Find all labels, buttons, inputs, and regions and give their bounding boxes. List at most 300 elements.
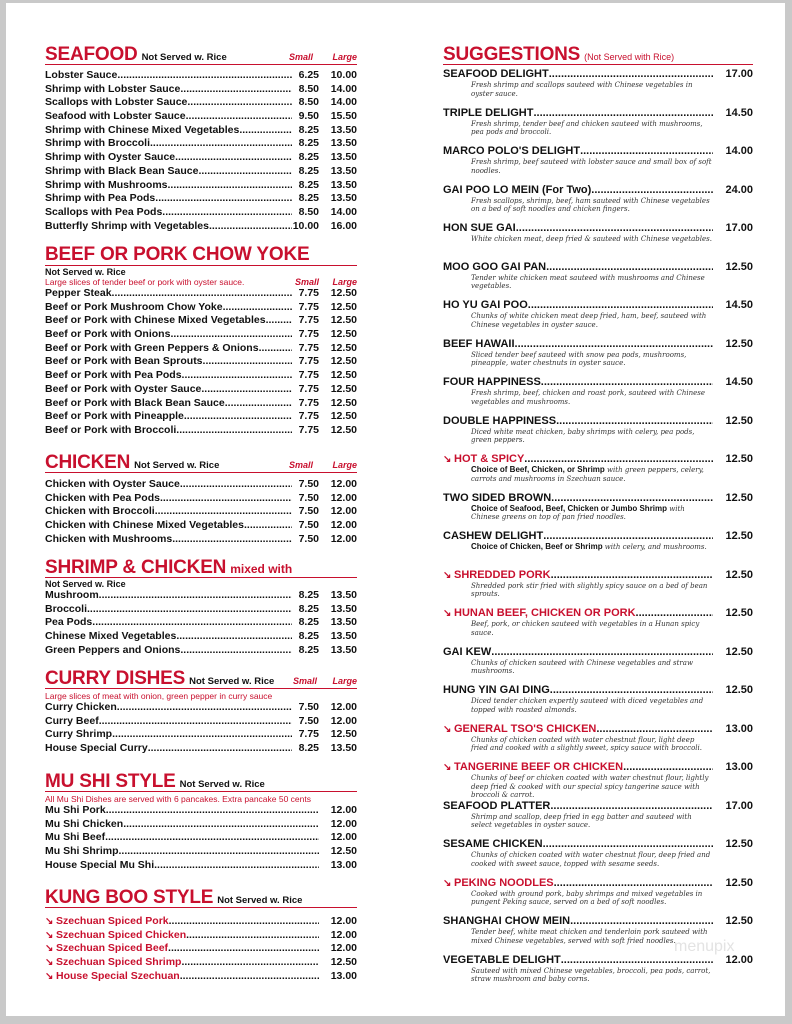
section-note: Not Served w. Rice: [217, 895, 303, 906]
leader-dots: [596, 722, 713, 736]
item-name: House Special Szechuan: [56, 969, 180, 982]
large-price: 12.50: [330, 410, 357, 423]
suggestion-price: 17.00: [725, 799, 753, 812]
description-text: Cooked with ground pork, baby shrimps and mixed vegetables in pungent Peking sauce, served on a bed of soft noodles.: [471, 889, 703, 907]
suggestion-name: TWO SIDED BROWN: [443, 491, 552, 504]
section-note: Not Served w. Rice: [141, 52, 227, 63]
large-price: 13.50: [330, 742, 357, 755]
item-name: Shrimp with Oyster Sauce: [45, 151, 176, 164]
suggestion-item: [443, 568, 753, 607]
small-price: 7.75: [298, 355, 319, 368]
suggestion-description: [443, 235, 753, 244]
suggestion-price: 12.50: [725, 915, 753, 927]
suggestion-item: [443, 260, 753, 299]
menu-item: [45, 519, 357, 533]
item-name: Chicken with Broccoli: [45, 505, 155, 518]
leader-dots: [623, 760, 713, 774]
description-text: Diced tender chicken expertly sauteed with diced vegetables and topped with roasted almonds.: [471, 697, 704, 714]
section-title: CURRY DISHES: [45, 668, 186, 689]
price: 12.00: [330, 817, 357, 830]
small-price: 7.75: [298, 423, 319, 436]
description-text: with Chinese greens on top of pan fried noodles.: [471, 504, 685, 522]
suggestion-price: 14.50: [725, 376, 753, 388]
leader-dots: [184, 410, 292, 424]
leader-dots: [203, 355, 292, 369]
description-text: with celery, and mushrooms.: [602, 543, 707, 551]
item-name: Green Peppers and Onions: [45, 643, 181, 656]
large-price: 12.50: [330, 341, 357, 354]
small-price: 8.25: [298, 643, 319, 656]
leader-dots: [551, 568, 713, 582]
small-price: 9.50: [298, 110, 319, 123]
suggestion-description: [443, 736, 753, 753]
suggestion-name: SHANGHAI CHOW MEIN: [443, 915, 571, 927]
item-name: Shrimp with Mushrooms: [45, 178, 168, 191]
item-name: Mu Shi Shrimp: [45, 845, 119, 858]
item-name: Beef or Pork with Broccoli: [45, 423, 177, 436]
suggestion-name: HUNAN BEEF, CHICKEN OR PORK: [454, 607, 636, 619]
chili-pepper-icon: ↘: [443, 569, 452, 581]
leader-dots: [117, 69, 292, 83]
large-price: 12.00: [330, 714, 357, 727]
suggestion-price: 12.50: [725, 491, 753, 504]
small-price: 8.25: [298, 123, 319, 136]
menu-item: [45, 301, 357, 315]
suggestion-description: [443, 466, 753, 483]
item-name: Szechuan Spiced Shrimp: [56, 956, 182, 969]
menu-item: [45, 701, 357, 715]
leader-dots: [533, 106, 713, 120]
chili-pepper-icon: ↘: [45, 943, 54, 955]
suggestion-price: 12.50: [725, 607, 753, 619]
large-price: 12.50: [330, 300, 357, 313]
chili-pepper-icon: ↘: [443, 762, 452, 773]
suggestion-name: TRIPLE DELIGHT: [443, 106, 534, 119]
suggestion-name: MARCO POLO'S DELIGHT: [443, 145, 581, 157]
item-name: Shrimp with Lobster Sauce: [45, 82, 181, 95]
menu-item: [45, 915, 357, 929]
menu-item: [45, 630, 357, 644]
small-price: 7.75: [298, 328, 319, 341]
chicken-section: [45, 453, 357, 546]
leader-dots: [180, 478, 292, 492]
leader-dots: [155, 192, 292, 206]
large-price: 13.50: [330, 123, 357, 136]
leader-dots: [119, 845, 320, 859]
leader-dots: [187, 96, 292, 110]
leader-dots: [239, 124, 292, 138]
large-price: 13.50: [330, 630, 357, 643]
leader-dots: [150, 137, 292, 151]
suggestion-name: SEAFOOD DELIGHT: [443, 68, 549, 80]
suggestion-item: [443, 221, 753, 260]
large-price: 13.50: [330, 602, 357, 615]
description-text: Shrimp and scallop, deep fried in egg batter and sauteed with select vegetables in oyster sauce.: [471, 812, 692, 830]
item-name: Mu Shi Beef: [45, 831, 106, 844]
suggestion-item: [443, 645, 753, 684]
small-header: Small: [288, 460, 313, 470]
small-price: 8.25: [298, 742, 319, 755]
suggestion-price: 14.00: [725, 145, 753, 157]
menu-item: [45, 478, 357, 492]
suggestion-name: VEGETABLE DELIGHT: [443, 953, 561, 966]
suggestion-item: [443, 183, 753, 222]
menu-item: [45, 845, 357, 859]
menu-item: [45, 603, 357, 617]
suggestion-item: [443, 876, 753, 915]
leader-dots: [87, 603, 292, 617]
menu-item: [45, 831, 357, 845]
item-name: Mu Shi Pork: [45, 804, 106, 816]
description-text: Chunks of chicken sauteed with Chinese vegetables and straw mushrooms.: [471, 658, 693, 676]
large-header: Large: [332, 52, 357, 62]
large-price: 13.50: [330, 192, 357, 205]
section-title: BEEF OR PORK CHOW YOKE: [45, 244, 310, 265]
suggestion-description: [443, 774, 753, 800]
suggestion-description: [443, 582, 753, 599]
menu-item: [45, 742, 357, 756]
suggestion-item: [443, 452, 753, 491]
item-name: Broccoli: [45, 602, 88, 615]
description-text: Fresh shrimp, beef, chicken and roast pork, sauteed with Chinese vegetables and mushrooms.: [471, 389, 706, 406]
section-header: [45, 669, 357, 689]
leader-dots: [117, 701, 292, 715]
section-header: [45, 772, 357, 792]
chili-pepper-icon: ↘: [45, 970, 54, 982]
menu-item: [45, 206, 357, 220]
section-subnote: Not Served w. Rice: [45, 579, 126, 589]
leader-dots: [541, 375, 713, 389]
leader-dots: [491, 645, 713, 659]
small-price: 8.25: [298, 178, 319, 191]
suggestion-item: [443, 837, 753, 876]
suggestion-name: TANGERINE BEEF OR CHICKEN: [454, 761, 624, 773]
suggestion-price: 12.50: [725, 414, 753, 427]
small-price: 8.25: [298, 137, 319, 150]
price: 12.50: [330, 845, 357, 858]
description-text: Chunks of beef or chicken coated with water chestnut flour, lightly deep fried & cooked with our special spicy tangerine sauce with broccoli & carrot.: [471, 774, 709, 800]
suggestion-item: [443, 298, 753, 337]
item-name: Shrimp with Chinese Mixed Vegetables: [45, 123, 240, 136]
small-price: 8.25: [298, 589, 319, 601]
small-price: 7.75: [298, 314, 319, 327]
suggestion-description: [443, 312, 753, 329]
leader-dots: [201, 383, 292, 397]
suggestion-price: 12.00: [725, 953, 753, 966]
suggestion-name: CASHEW DELIGHT: [443, 530, 544, 542]
section-note: (Not Served with Rice): [584, 52, 675, 62]
menu-item: [45, 818, 357, 832]
large-header: Large: [332, 460, 357, 470]
small-price: 7.75: [298, 369, 319, 382]
large-price: 14.00: [330, 82, 357, 95]
suggestion-description: [443, 620, 753, 637]
small-header: Small: [292, 676, 317, 686]
leader-dots: [259, 342, 292, 356]
item-name: Beef or Pork with Oyster Sauce: [45, 382, 202, 395]
price: 12.00: [330, 915, 357, 927]
menu-item: [45, 715, 357, 729]
large-price: 12.00: [330, 478, 357, 490]
leader-dots: [516, 221, 713, 235]
small-price: 6.25: [298, 69, 319, 81]
item-name: Chicken with Pea Pods: [45, 491, 160, 504]
small-price: 8.25: [298, 192, 319, 205]
leader-dots: [524, 452, 713, 466]
small-price: 7.75: [298, 728, 319, 741]
suggestion-price: 14.50: [725, 299, 753, 311]
large-price: 12.50: [330, 355, 357, 368]
description-text: with green peppers, celery, carrots and mushrooms in Szechuan sauce.: [471, 466, 704, 483]
curry-section: [45, 669, 357, 756]
suggestions-list: [443, 67, 753, 991]
leader-dots: [148, 742, 292, 756]
chili-pepper-icon: ↘: [443, 454, 452, 465]
suggestion-description: [443, 120, 753, 137]
menu-item: [45, 220, 357, 234]
suggestion-price: 14.50: [725, 106, 753, 119]
menu-item: [45, 110, 357, 124]
leader-dots: [580, 144, 713, 158]
suggestion-price: 13.00: [725, 761, 753, 773]
suggestion-item: [443, 529, 753, 568]
chili-pepper-icon: ↘: [443, 608, 452, 619]
menu-item: [45, 355, 357, 369]
section-header: [45, 888, 357, 908]
price: 12.00: [330, 942, 357, 955]
item-name: Chicken with Chinese Mixed Vegetables: [45, 519, 244, 532]
large-price: 12.00: [330, 505, 357, 518]
description-text: Sauteed with mixed Chinese vegetables, broccoli, pea pods, carrot, straw mushroom and baby corns.: [471, 966, 711, 984]
small-price: 10.00: [292, 219, 319, 232]
description-text: Chunks of chicken coated with water chestnut flour, light deep fried and cooked with a slightly sweet, spicy sauce with broccoli.: [471, 735, 702, 753]
large-price: 12.50: [330, 328, 357, 341]
leader-dots: [180, 970, 319, 984]
suggestion-item: [443, 337, 753, 376]
small-price: 8.50: [298, 82, 319, 95]
section-title: SUGGESTIONS: [443, 44, 581, 65]
suggestion-item: [443, 375, 753, 414]
description-text: Fresh shrimp, beef sauteed with lobster sauce and small box of soft noodles.: [471, 158, 712, 175]
suggestion-price: 17.00: [725, 68, 753, 80]
large-price: 12.50: [330, 369, 357, 382]
suggestion-description: [443, 851, 753, 868]
small-price: 7.75: [298, 341, 319, 354]
section-description: Large slices of tender beef or pork with oyster sauce.: [45, 277, 245, 287]
item-name: Lobster Sauce: [45, 69, 118, 81]
suggestion-item: [443, 799, 753, 838]
leader-dots: [543, 529, 713, 543]
large-price: 12.00: [330, 491, 357, 504]
small-price: 7.50: [298, 491, 319, 504]
choice-text: Choice of Chicken, Beef or Shrimp: [471, 542, 603, 551]
large-price: 13.50: [330, 616, 357, 629]
suggestion-description: [443, 697, 753, 714]
leader-dots: [554, 876, 713, 890]
curry-list: [45, 701, 357, 756]
suggestion-price: 13.00: [725, 722, 753, 735]
small-price: 7.50: [298, 519, 319, 532]
menu-item: [45, 314, 357, 328]
small-price: 8.25: [298, 151, 319, 164]
leader-dots: [570, 914, 713, 928]
section-note: Not Served w. Rice: [179, 779, 265, 790]
small-header: Small: [294, 277, 319, 287]
large-price: 13.50: [330, 151, 357, 164]
leader-dots: [180, 644, 292, 658]
large-header: Large: [332, 676, 357, 686]
menu-item: [45, 397, 357, 411]
menu-item: [45, 859, 357, 873]
leader-dots: [176, 424, 292, 438]
suggestion-name: MOO GOO GAI PAN: [443, 260, 547, 273]
suggestions-section: [443, 45, 753, 991]
section-description: All Mu Shi Dishes are served with 6 pancakes. Extra pancake 50 cents: [45, 794, 311, 804]
leader-dots: [546, 260, 713, 274]
suggestion-item: [443, 760, 753, 799]
item-name: Shrimp with Pea Pods: [45, 192, 156, 205]
leader-dots: [168, 942, 319, 956]
chicken-list: [45, 478, 357, 546]
section-title: SEAFOOD: [45, 44, 138, 65]
item-name: House Special Curry: [45, 742, 148, 755]
large-price: 13.50: [330, 178, 357, 191]
suggestion-item: [443, 106, 753, 145]
menu-item: [45, 137, 357, 151]
menu-item: [45, 492, 357, 506]
description-text: Fresh scallops, shrimp, beef, ham sauteed with Chinese vegetables on a bed of soft noodles and chicken fingers.: [471, 196, 710, 214]
suggestion-name: HUNG YIN GAI DING: [443, 684, 550, 696]
leader-dots: [180, 83, 292, 97]
menu-item: [45, 192, 357, 206]
description-text: Shredded pork stir fried with slightly spicy sauce on a bed of bean sprouts.: [471, 581, 708, 599]
large-price: 12.00: [330, 519, 357, 532]
menu-item: [45, 124, 357, 138]
item-name: Szechuan Spiced Beef: [56, 942, 169, 955]
suggestion-item: [443, 953, 753, 992]
menu-item: [45, 369, 357, 383]
mushi-list: [45, 804, 357, 872]
small-price: 7.50: [298, 701, 319, 713]
choice-text: Choice of Seafood, Beef, Chicken or Jumbo Shrimp: [471, 503, 668, 513]
leader-dots: [170, 328, 292, 342]
suggestion-name: GAI KEW: [443, 645, 492, 658]
leader-dots: [209, 220, 292, 234]
item-name: Butterfly Shrimp with Vegetables: [45, 219, 209, 232]
price: 13.00: [330, 969, 357, 982]
item-name: Szechuan Spiced Chicken: [56, 928, 187, 941]
menu-item: [45, 533, 357, 547]
menu-item: [45, 69, 357, 83]
item-name: Shrimp with Black Bean Sauce: [45, 164, 199, 177]
menu-item: [45, 616, 357, 630]
leader-dots: [168, 179, 292, 193]
description-text: Tender white chicken meat sauteed with mushrooms and Chinese vegetables.: [471, 273, 705, 291]
leader-dots: [172, 533, 292, 547]
description-text: White chicken meat, deep fried & sauteed with Chinese vegetables.: [471, 235, 712, 243]
choice-text: Choice of Beef, Chicken, or Shrimp: [471, 465, 605, 474]
large-price: 12.50: [330, 287, 357, 299]
chili-pepper-icon: ↘: [443, 877, 452, 889]
item-name: Scallops with Pea Pods: [45, 205, 163, 218]
leader-dots: [162, 206, 292, 220]
small-price: 8.25: [298, 616, 319, 629]
small-price: 8.25: [298, 164, 319, 177]
leader-dots: [105, 831, 319, 845]
suggestion-name: SHREDDED PORK: [454, 568, 551, 581]
item-name: Beef or Pork with Green Peppers & Onions: [45, 341, 259, 354]
watermark: menupix: [674, 938, 735, 955]
item-name: Beef or Pork Mushroom Chow Yoke: [45, 300, 223, 313]
large-price: 14.00: [330, 96, 357, 109]
suggestion-price: 12.50: [725, 645, 753, 658]
item-name: Beef or Pork with Onions: [45, 328, 171, 341]
item-name: Beef or Pork with Pineapple: [45, 410, 184, 423]
small-price: 7.50: [298, 505, 319, 518]
large-price: 13.50: [330, 137, 357, 150]
large-price: 13.50: [330, 589, 357, 601]
menu-item: [45, 287, 357, 301]
small-price: 7.75: [298, 410, 319, 423]
leader-dots: [112, 287, 292, 301]
menu-item: [45, 179, 357, 193]
leader-dots: [543, 837, 713, 851]
item-name: Curry Shrimp: [45, 728, 113, 741]
item-name: Mu Shi Chicken: [45, 817, 124, 830]
section-note: Not Served w. Rice: [134, 460, 220, 471]
price: 12.00: [330, 804, 357, 816]
description-text: Tender beef, white meat chicken and tenderloin pork sauteed with mixed Chinese vegetables, served with soft fried noodles.: [471, 928, 708, 945]
leader-dots: [556, 414, 713, 428]
small-header: Small: [288, 52, 313, 62]
suggestion-item: [443, 722, 753, 761]
suggestion-price: 12.50: [725, 530, 753, 542]
large-price: 12.00: [330, 701, 357, 713]
menu-item: [45, 165, 357, 179]
suggestion-price: 12.50: [725, 838, 753, 850]
large-price: 12.50: [330, 382, 357, 395]
leader-dots: [636, 606, 713, 620]
leader-dots: [223, 301, 292, 315]
section-note: Not Served w. Rice: [189, 676, 275, 687]
leader-dots: [99, 715, 292, 729]
small-price: 7.75: [298, 300, 319, 313]
price: 12.00: [330, 831, 357, 844]
small-price: 7.75: [298, 287, 319, 299]
menu-item: [45, 956, 357, 970]
suggestion-item: [443, 144, 753, 183]
suggestion-name: FOUR HAPPINESS: [443, 376, 541, 388]
leader-dots: [244, 519, 292, 533]
item-name: Chicken with Mushrooms: [45, 532, 173, 545]
suggestion-item: [443, 606, 753, 645]
suggestion-description: [443, 543, 753, 552]
section-note: mixed with: [230, 562, 293, 576]
description-text: Beef, pork, or chicken sauteed with vegetables in a Hunan spicy sauce.: [471, 620, 700, 637]
menu-item: [45, 151, 357, 165]
leader-dots: [155, 505, 292, 519]
price: 12.50: [330, 956, 357, 969]
leader-dots: [225, 397, 292, 411]
menu-item: [45, 728, 357, 742]
section-title: KUNG BOO STYLE: [45, 887, 214, 908]
description-text: Diced white meat chicken, baby shrimps with celery, pea pods, green peppers.: [471, 427, 695, 445]
menu-item: [45, 589, 357, 603]
small-price: 8.25: [298, 602, 319, 615]
suggestion-description: [443, 158, 753, 175]
suggestion-description: [443, 81, 753, 98]
chili-pepper-icon: ↘: [45, 929, 54, 941]
